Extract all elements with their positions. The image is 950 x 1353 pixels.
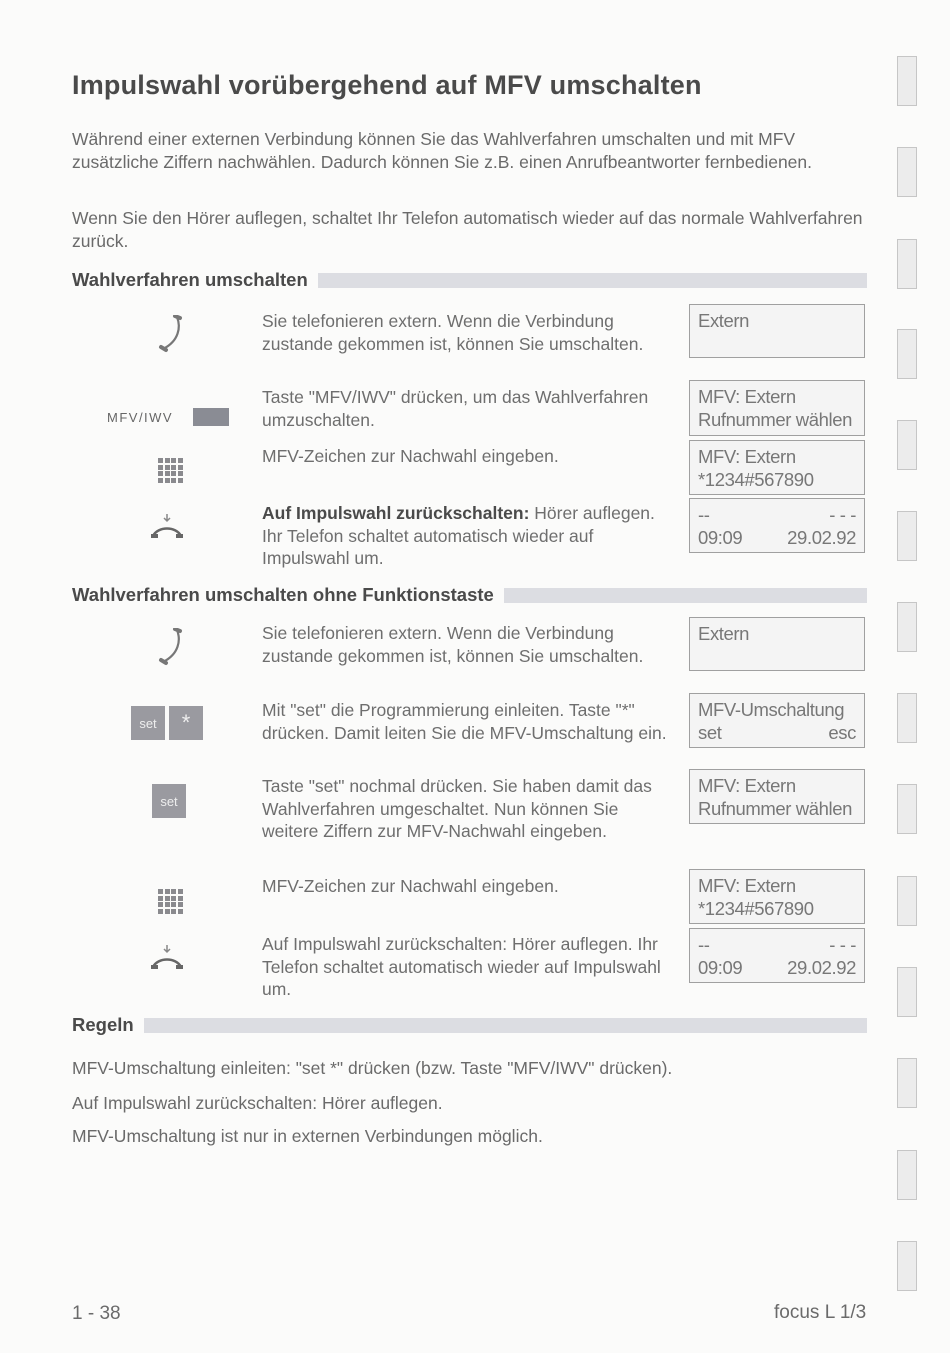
display-date: 29.02.92 — [787, 527, 856, 548]
rule-item: Auf Impulswahl zurückschalten: Hörer auflegen. — [72, 1093, 443, 1113]
step-text: Sie telefonieren extern. Wenn die Verbindung zustande gekommen ist, können Sie umschalten. — [262, 623, 644, 666]
lcd-display — [689, 380, 865, 436]
keypad-icon — [158, 458, 183, 483]
thumb-index-tab — [897, 239, 917, 289]
step-text: Taste "set" nochmal drücken. Sie haben damit das Wahlverfahren umgeschaltet. Nun können Sie weitere Ziffern zur MFV-Nachwahl eingeben. — [262, 776, 652, 841]
step-text — [262, 502, 677, 570]
thumb-index-tab — [897, 1241, 917, 1291]
display-line: MFV: Extern — [698, 775, 796, 796]
thumb-index-tab — [897, 602, 917, 652]
display-line: Extern — [698, 623, 750, 644]
thumb-index-tab — [897, 876, 917, 926]
thumb-index-tab — [897, 1058, 917, 1108]
section-heading-2 — [72, 585, 867, 605]
thumb-index-tab — [897, 784, 917, 834]
display-line: MFV: Extern — [698, 875, 796, 896]
display-line: *1234#567890 — [698, 469, 814, 490]
section-bar — [318, 273, 867, 288]
section-bar — [144, 1018, 867, 1033]
display-line: Rufnummer wählen — [698, 798, 853, 819]
mfv-iwv-key[interactable] — [193, 408, 229, 426]
display-line: -- — [698, 934, 710, 955]
thumb-index-tab — [897, 693, 917, 743]
star-key[interactable]: * — [169, 706, 203, 740]
lcd-display — [689, 693, 865, 748]
page-title: Impulswahl vorübergehend auf MFV umschalten — [72, 70, 702, 100]
rule-item: MFV-Umschaltung einleiten: "set *" drücken (bzw. Taste "MFV/IWV" drücken). — [72, 1058, 673, 1078]
step-text: MFV-Zeichen zur Nachwahl eingeben. — [262, 446, 559, 466]
thumb-index-tab — [897, 329, 917, 379]
handset-icon — [157, 315, 187, 353]
mfv-iwv-key-label: MFV/IWV — [107, 410, 174, 425]
thumb-index-tab — [897, 1150, 917, 1200]
intro-paragraph-1: Während einer externen Verbindung können Sie das Wahlverfahren umschalten und mit MFV zusätzliche Ziffern nachwählen. Dadurch können Sie z.B. einen Anrufbeantworter fernbedienen. — [72, 129, 812, 172]
handset-icon — [157, 628, 187, 666]
lcd-display — [689, 928, 865, 983]
rule-item: MFV-Umschaltung ist nur in externen Verbindungen möglich. — [72, 1126, 543, 1146]
display-date: 29.02.92 — [787, 957, 856, 978]
set-key[interactable]: set — [131, 706, 165, 740]
lcd-display — [689, 869, 865, 924]
display-line: MFV: Extern — [698, 386, 796, 407]
section-bar — [504, 588, 867, 603]
lcd-display — [689, 498, 865, 553]
display-line: set — [698, 722, 722, 743]
display-line: esc — [828, 722, 856, 743]
lcd-display — [689, 440, 865, 495]
thumb-index-tab — [897, 511, 917, 561]
display-line: - - - — [829, 934, 856, 955]
product-name: focus L 1/3 — [774, 1302, 867, 1323]
section-heading-rules — [72, 1015, 867, 1035]
thumb-index-tab — [897, 147, 917, 197]
thumb-index-tab — [897, 967, 917, 1017]
lcd-display — [689, 769, 865, 824]
hangup-icon — [150, 943, 184, 971]
intro-paragraph-2: Wenn Sie den Hörer auflegen, schaltet Ihr Telefon automatisch wieder auf das normale Wahlverfahren zurück. — [72, 208, 863, 251]
display-line: - - - — [829, 504, 856, 525]
keypad-icon — [158, 889, 183, 914]
display-time: 09:09 — [698, 527, 743, 548]
step-rest: Hörer auflegen. Ihr Telefon schaltet automatisch wieder auf Impulswahl um. — [262, 503, 655, 568]
display-line: *1234#567890 — [698, 898, 814, 919]
step-text: Sie telefonieren extern. Wenn die Verbindung zustande gekommen ist, können Sie umschalten. — [262, 311, 644, 354]
step-bold: Auf Impulswahl zurückschalten: — [262, 503, 530, 523]
section-title: Wahlverfahren umschalten — [72, 269, 308, 290]
lcd-display — [689, 304, 865, 358]
lcd-display — [689, 617, 865, 671]
step-text: Taste "MFV/IWV" drücken, um das Wahlverfahren umzuschalten. — [262, 387, 649, 430]
display-time: 09:09 — [698, 957, 743, 978]
set-star-keys — [131, 706, 203, 740]
section-title: Wahlverfahren umschalten ohne Funktionstaste — [72, 584, 494, 605]
step-text: Mit "set" die Programmierung einleiten. Taste "*" drücken. Damit leiten Sie die MFV-Umschaltung ein. — [262, 700, 667, 743]
section-heading-1 — [72, 270, 867, 290]
display-line: -- — [698, 504, 710, 525]
display-line: Rufnummer wählen — [698, 409, 853, 430]
display-line: MFV-Umschaltung — [698, 699, 845, 720]
hangup-icon — [150, 512, 184, 540]
page-number: 1 - 38 — [72, 1303, 121, 1324]
thumb-index-tab — [897, 420, 917, 470]
display-line: Extern — [698, 310, 750, 331]
section-title: Regeln — [72, 1014, 134, 1035]
step-text: MFV-Zeichen zur Nachwahl eingeben. — [262, 876, 559, 896]
display-line: MFV: Extern — [698, 446, 796, 467]
step-text: Auf Impulswahl zurückschalten: Hörer auflegen. Ihr Telefon schaltet automatisch wieder auf Impulswahl um. — [262, 934, 661, 999]
set-key[interactable]: set — [152, 784, 186, 818]
thumb-index-tab — [897, 56, 917, 106]
